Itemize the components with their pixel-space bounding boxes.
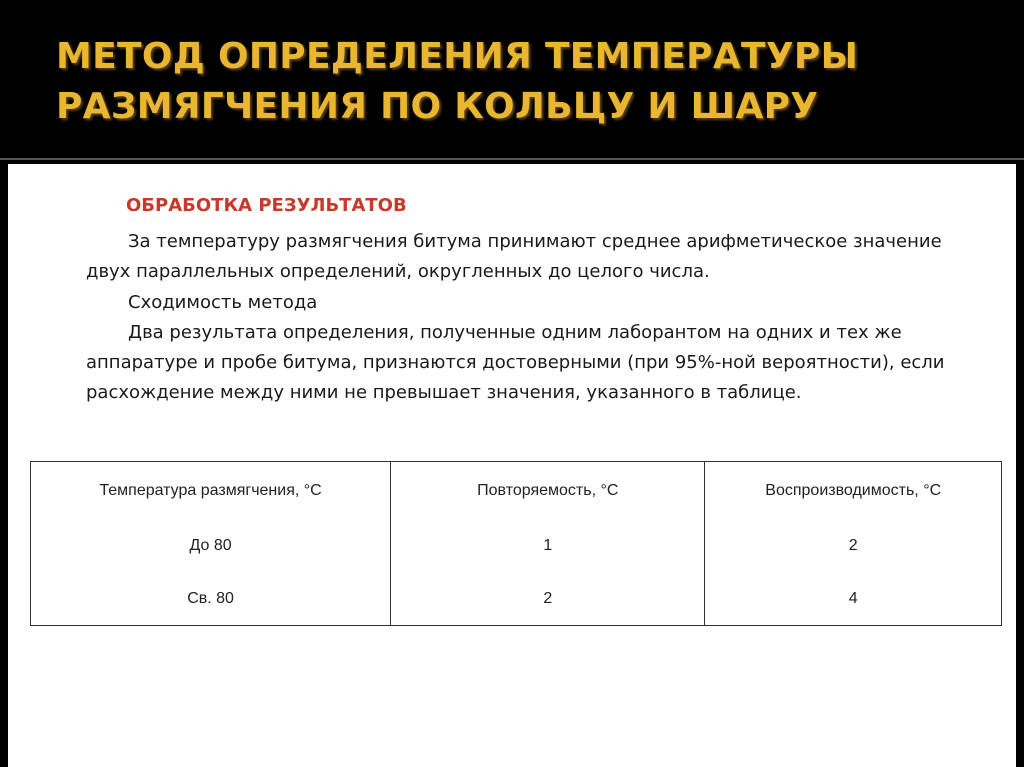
table-row xyxy=(31,520,1002,572)
header-reproducibility: Воспроизводимость, °С xyxy=(705,462,1002,521)
cell-reproducibility: 2 xyxy=(705,520,1002,572)
slide-title-line-2: РАЗМЯГЧЕНИЯ ПО КОЛЬЦУ И ШАРУ xyxy=(56,86,819,127)
paragraph-convergence-heading: Сходимость метода xyxy=(128,292,318,313)
section-heading: ОБРАБОТКА РЕЗУЛЬТАТОВ xyxy=(126,195,407,216)
precision-table xyxy=(30,461,1002,626)
header-repeatability: Повторяемость, °С xyxy=(391,462,705,521)
cell-temp: До 80 xyxy=(31,520,391,572)
slide-title xyxy=(56,32,858,132)
cell-reproducibility: 4 xyxy=(705,572,1002,626)
paragraph-reliability: Два результата определения, полученные одним лаборантом на одних и тех же аппаратуре и пробе битума, признаются достоверными (при 95%-ной вероятности), если расхождение между ними не превышает значения, указанного в таблице. xyxy=(86,322,945,403)
title-band xyxy=(0,0,1024,160)
header-softening-temp: Температура размягчения, °С xyxy=(31,462,391,521)
table-header-row xyxy=(31,462,1002,521)
slide-title-line-1: МЕТОД ОПРЕДЕЛЕНИЯ ТЕМПЕРАТУРЫ xyxy=(56,36,859,77)
cell-repeatability: 1 xyxy=(391,520,705,572)
cell-temp: Св. 80 xyxy=(31,572,391,626)
paragraph-averaging: За температуру размягчения битума принимают среднее арифметическое значение двух параллельных определений, округленных до целого числа. xyxy=(86,231,942,282)
table-row xyxy=(31,572,1002,626)
cell-repeatability: 2 xyxy=(391,572,705,626)
